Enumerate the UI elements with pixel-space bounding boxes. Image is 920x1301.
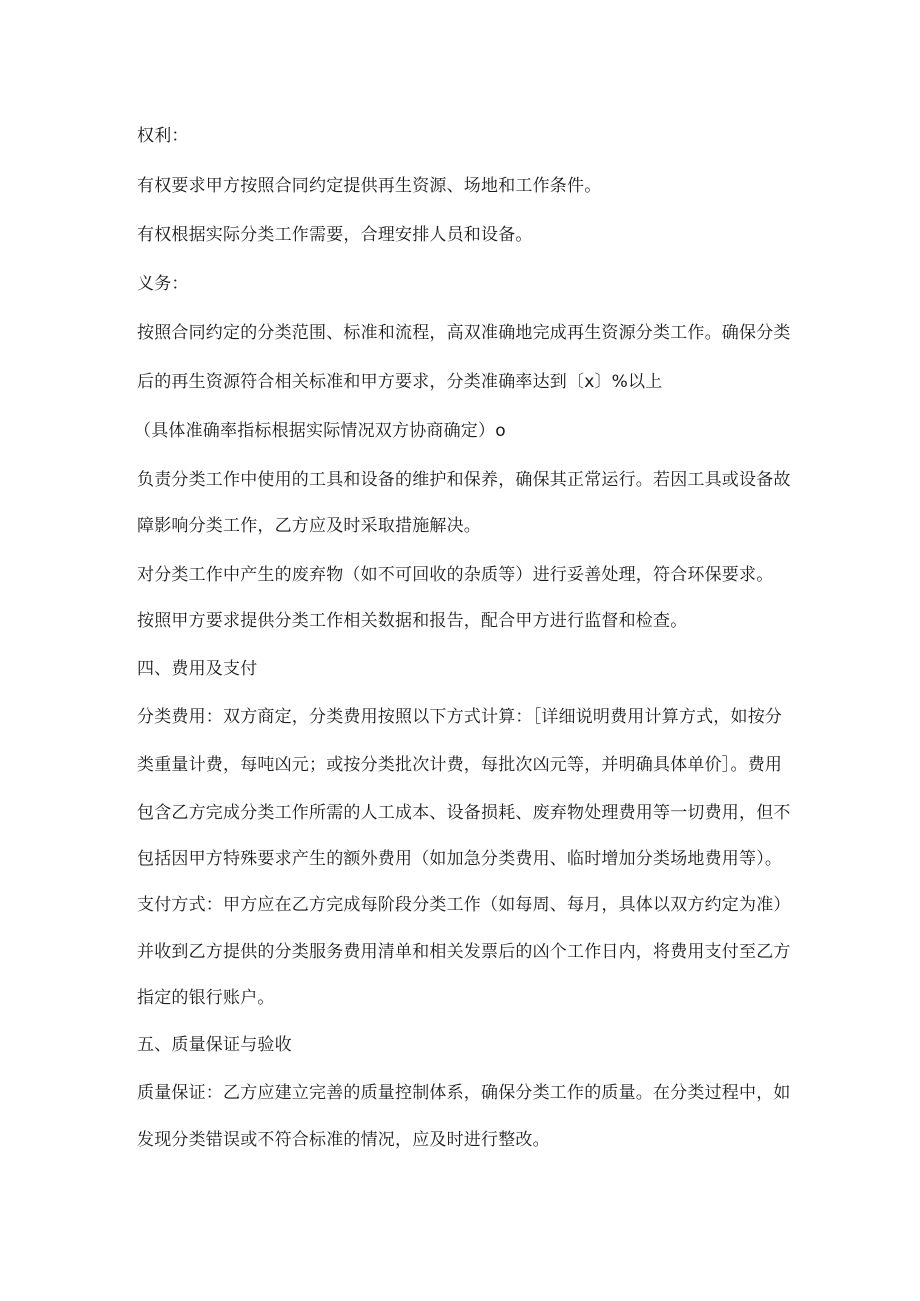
section-heading-quality: 五、质量保证与验收	[137, 1035, 292, 1055]
paragraph-line: 按照合同约定的分类范围、标准和流程，高双准确地完成再生资源分类工作。确保分类	[137, 323, 791, 343]
paragraph-line: 后的再生资源符合相关标准和甲方要求，分类准确率达到〔x〕%以上	[137, 372, 663, 392]
paragraph-line: 有权根据实际分类工作需要，合理安排人员和设备。	[137, 225, 533, 245]
paragraph-line: 包含乙方完成分类工作所需的人工成本、设备损耗、废弃物处理费用等一切费用，但不	[137, 803, 791, 823]
paragraph-line: 障影响分类工作，乙方应及时采取措施解决。	[137, 516, 481, 536]
heading-rights: 权利：	[137, 126, 189, 146]
paragraph-line: 支付方式：甲方应在乙方完成每阶段分类工作（如每周、每月，具体以双方约定为准）	[137, 895, 791, 915]
paragraph-line: 发现分类错误或不符合标准的情况，应及时进行整改。	[137, 1130, 550, 1150]
section-heading-fees: 四、费用及支付	[137, 659, 258, 679]
heading-obligations: 义务：	[137, 274, 189, 294]
paragraph-line: （具体准确率指标根据实际情况双方协商确定）o	[134, 421, 506, 441]
paragraph-line: 负责分类工作中使用的工具和设备的维护和保养，确保其正常运行。若因工具或设备故	[137, 470, 791, 490]
paragraph-line: 指定的银行账户。	[137, 988, 275, 1008]
paragraph-line: 按照甲方要求提供分类工作相关数据和报告，配合甲方进行监督和检查。	[137, 611, 688, 631]
paragraph-line: 分类费用：双方商定，分类费用按照以下方式计算：［详细说明费用计算方式，如按分	[137, 707, 783, 727]
paragraph-line: 类重量计费，每吨凶元；或按分类批次计费，每批次凶元等，并明确具体单价］。费用	[137, 755, 783, 775]
paragraph-line: 包括因甲方特殊要求产生的额外费用（如加急分类费用、临时增加分类场地费用等）。	[137, 849, 783, 869]
paragraph-line: 质量保证：乙方应建立完善的质量控制体系，确保分类工作的质量。在分类过程中，如	[137, 1083, 791, 1103]
paragraph-line: 有权要求甲方按照合同约定提供再生资源、场地和工作条件。	[137, 176, 602, 196]
paragraph-line: 对分类工作中产生的废弃物（如不可回收的杂质等）进行妥善处理，符合环保要求。	[137, 565, 774, 585]
paragraph-line: 并收到乙方提供的分类服务费用清单和相关发票后的凶个工作日内，将费用支付至乙方	[137, 942, 791, 962]
